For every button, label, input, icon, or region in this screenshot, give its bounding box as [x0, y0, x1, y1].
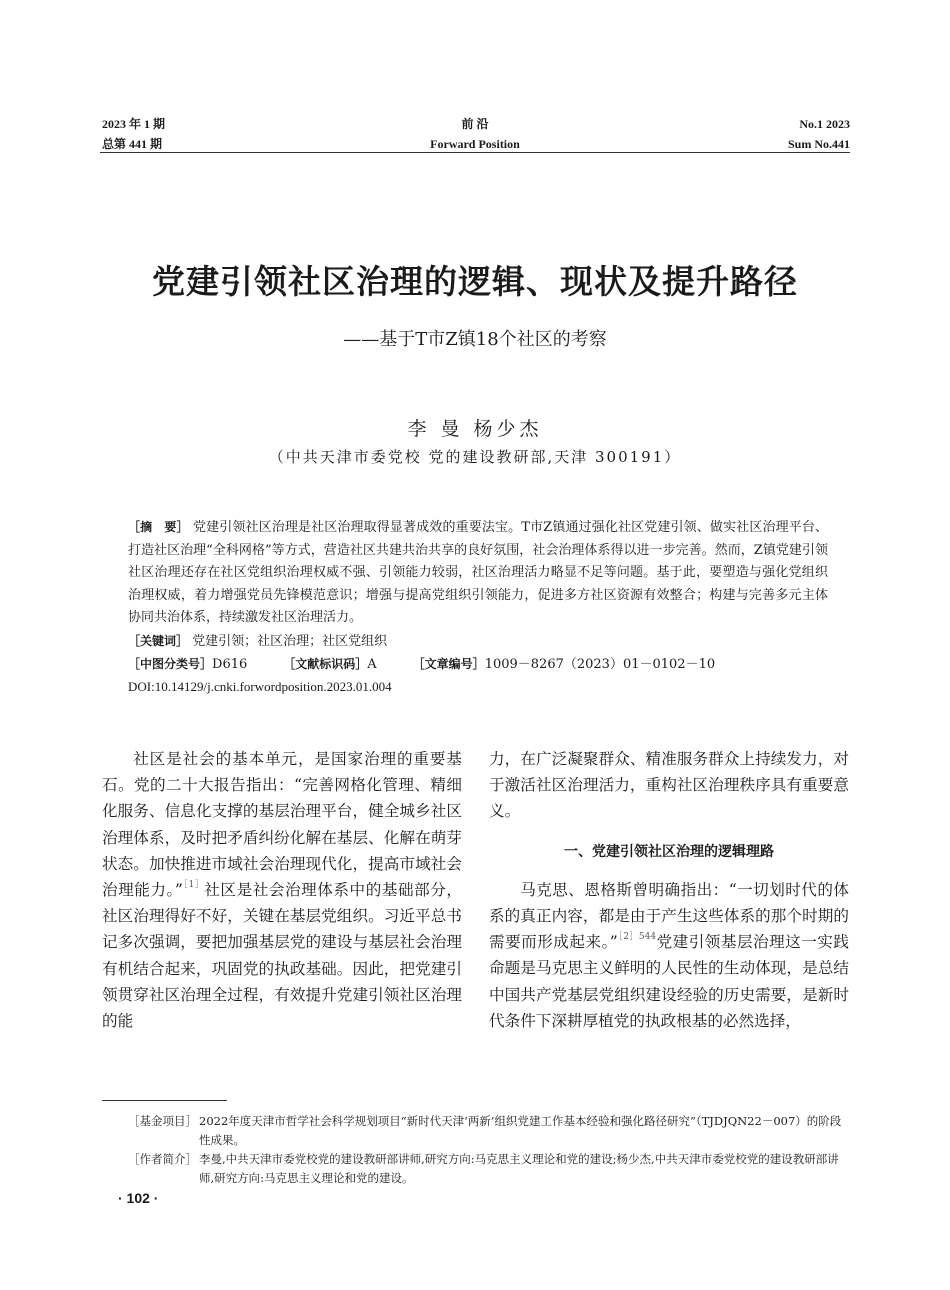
body-right-column: [489, 746, 849, 1034]
abstract-block: [128, 516, 828, 699]
abstract-text: 党建引领社区治理是社区治理取得显著成效的重要法宝。T市Z镇通过强化社区党建引领、做实社区治理平台、打造社区治理“全科网格”等方式，营造社区共建共治共享的良好氛围，社会治理体系得以进一步完善。然而，Z镇党建引领社区治理还存在社区党组织治理权威不强、引领能力较弱，社区治理活力略显不足等问题。基于此，要塑造与强化党组织治理权威，着力增强党员先锋模范意识；增强与提高党组织引领能力，促进多方社区资源有效整合；构建与完善多元主体协同共治体系，持续激发社区治理活力。: [128, 520, 828, 626]
author-bio-text: 李曼,中共天津市委党校党的建设教研部讲师,研究方向:马克思主义理论和党的建设;杨少杰,中共天津市委党校党的建设教研部讲师,研究方向:马克思主义理论和党的建设。: [199, 1152, 839, 1185]
fund-label: ［基金项目］: [128, 1114, 197, 1128]
paragraph-text: 社区是社会的基本单元，是国家治理的重要基石。党的二十大报告指出：“完善网格化管理、精细化服务、信息化支撑的基层治理平台，健全城乡社区治理体系，及时把矛盾纠纷化解在基层、化解在萌芽状态。加快推进市域社会治理现代化，提高市域社会治理能力。”: [102, 750, 462, 900]
fund-text: 2022年度天津市哲学社会科学规划项目“新时代天津‘两新’组织党建工作基本经验和强化路径研究”（TJDJQN22－007）的阶段性成果。: [199, 1114, 842, 1147]
footnote-divider: [102, 1100, 227, 1101]
abstract: [128, 516, 828, 630]
paragraph-text: 社区是社会治理体系中的基础部分，社区治理得好不好，关键在基层党组织。习近平总书记多次强调，要把加强基层党的建设与基层社会治理有机结合起来，巩固党的执政基础。因此，把党建引领贯穿社区治理全过程，有效提升党建引领社区治理的能: [102, 881, 462, 1031]
keywords: [128, 630, 828, 653]
issue-no: No.1 2023: [799, 117, 850, 131]
paragraph-text: 党建引领基层治理这一实践命题是马克思主义鲜明的人民性的生动体现，是总结中国共产党基层党组织建设经验的历史需要，是新时代条件下深耕厚植党的执政根基的必然选择，: [489, 933, 849, 1030]
journal-name-cn: 前 沿: [461, 117, 489, 131]
article-title: 党建引领社区治理的逻辑、现状及提升路径: [152, 262, 798, 301]
issue-year: 2023 年 1 期: [102, 117, 166, 131]
doi: DOI:10.14129/j.cnki.forwordposition.2023.01.004: [128, 678, 392, 694]
body-paragraph: [489, 877, 849, 1034]
footnotes: [128, 1112, 850, 1188]
authors: 李 曼 杨少杰: [407, 418, 543, 440]
journal-name-en: Forward Position: [430, 137, 520, 151]
page-number: · 102 ·: [118, 1190, 159, 1206]
section-heading: 一、党建引领社区治理的逻辑理路: [564, 843, 774, 860]
header-divider: [100, 152, 850, 153]
issue-number: [788, 114, 850, 154]
doc-code-value: A: [367, 656, 377, 672]
article-id-value: 1009－8267（2023）01－0102－10: [484, 656, 716, 672]
citation-ref: ［2］544: [617, 932, 657, 943]
author-bio-label: ［作者简介］: [128, 1152, 197, 1166]
article-subtitle: ——基于T市Z镇18个社区的考察: [343, 329, 607, 350]
affiliation: （中共天津市委党校 党的建设教研部,天津 300191）: [268, 448, 682, 466]
paragraph-text: 马克思、恩格斯曾明确指出：“一切划时代的体系的真正内容，都是由于产生这些体系的那个时期的需要而形成起来。”: [489, 880, 849, 952]
issue-sum: Sum No.441: [787, 137, 850, 151]
clc-value: D616: [212, 656, 248, 672]
article-id-label: ［文章编号］: [412, 656, 485, 671]
doc-code-label: ［文献标识码］: [283, 656, 368, 671]
keywords-text: 党建引领；社区治理；社区党组织: [192, 633, 388, 649]
footnote-fund: [128, 1112, 850, 1150]
issue-total: 总第 441 期: [102, 137, 163, 151]
footnote-author: [128, 1150, 850, 1188]
body-paragraph: 力，在广泛凝聚群众、精准服务群众上持续发力，对于激活社区治理活力，重构社区治理秩序具有重要意义。: [489, 750, 849, 821]
clc-label: ［中图分类号］: [128, 656, 213, 671]
abstract-label: ［摘 要］: [128, 520, 189, 534]
body-paragraph: [102, 746, 462, 1034]
classification-line: [128, 653, 828, 676]
citation-ref: ［1］: [182, 880, 205, 891]
keywords-label: ［关键词］: [128, 633, 189, 648]
body-left-column: [102, 746, 462, 1034]
